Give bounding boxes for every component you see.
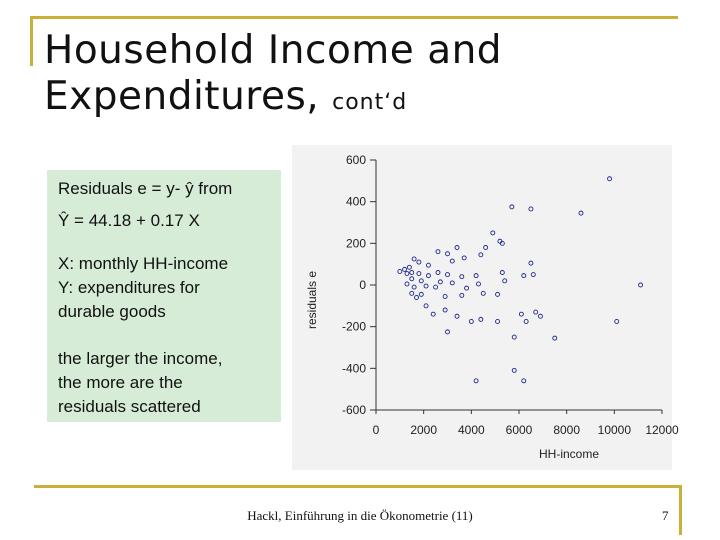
y-tick-label: -400 — [341, 361, 366, 376]
x-tick-label: 12000 — [645, 423, 679, 437]
bottom-rule — [34, 485, 682, 488]
note-line-6: the larger the income, — [58, 349, 223, 368]
y-tick-label: 0 — [359, 278, 366, 292]
note-line-4: Y: expenditures for — [58, 278, 200, 297]
slide-title — [44, 28, 502, 126]
residual-scatter-chart — [292, 145, 679, 470]
x-tick-label: 6000 — [505, 423, 533, 437]
y-tick-label: 400 — [345, 194, 366, 209]
x-tick-label: 10000 — [597, 423, 632, 437]
y-tick-label: -200 — [341, 319, 366, 334]
note-line-7: the more are the — [58, 373, 183, 392]
x-tick-label: 0 — [372, 423, 380, 437]
x-tick-label: 4000 — [457, 423, 485, 437]
x-axis-title: HH-income — [538, 447, 600, 461]
note-line-2: Ŷ = 44.18 + 0.17 X — [58, 211, 200, 230]
y-tick-label: -600 — [341, 403, 366, 417]
footer-citation: Hackl, Einführung in die Ökonometrie (11) — [247, 508, 473, 523]
title-line-1: Household Income and — [44, 28, 503, 73]
title-suffix: cont‘d — [332, 90, 408, 115]
y-axis-title: residuals e — [305, 270, 319, 330]
top-rule — [30, 16, 678, 19]
x-tick-label: 8000 — [553, 423, 581, 437]
note-line-5: durable goods — [58, 302, 166, 321]
left-rule — [30, 16, 33, 66]
y-tick-label: 200 — [345, 236, 366, 251]
note-line-8: residuals scattered — [58, 397, 201, 416]
note-line-1: Residuals e = y- ŷ from — [58, 179, 233, 198]
page-number: 7 — [662, 508, 669, 523]
note-line-3: X: monthly HH-income — [58, 254, 229, 273]
x-tick-label: 2000 — [410, 423, 438, 437]
y-tick-label: 600 — [345, 153, 366, 167]
title-line-2: Expenditures, — [44, 74, 320, 119]
